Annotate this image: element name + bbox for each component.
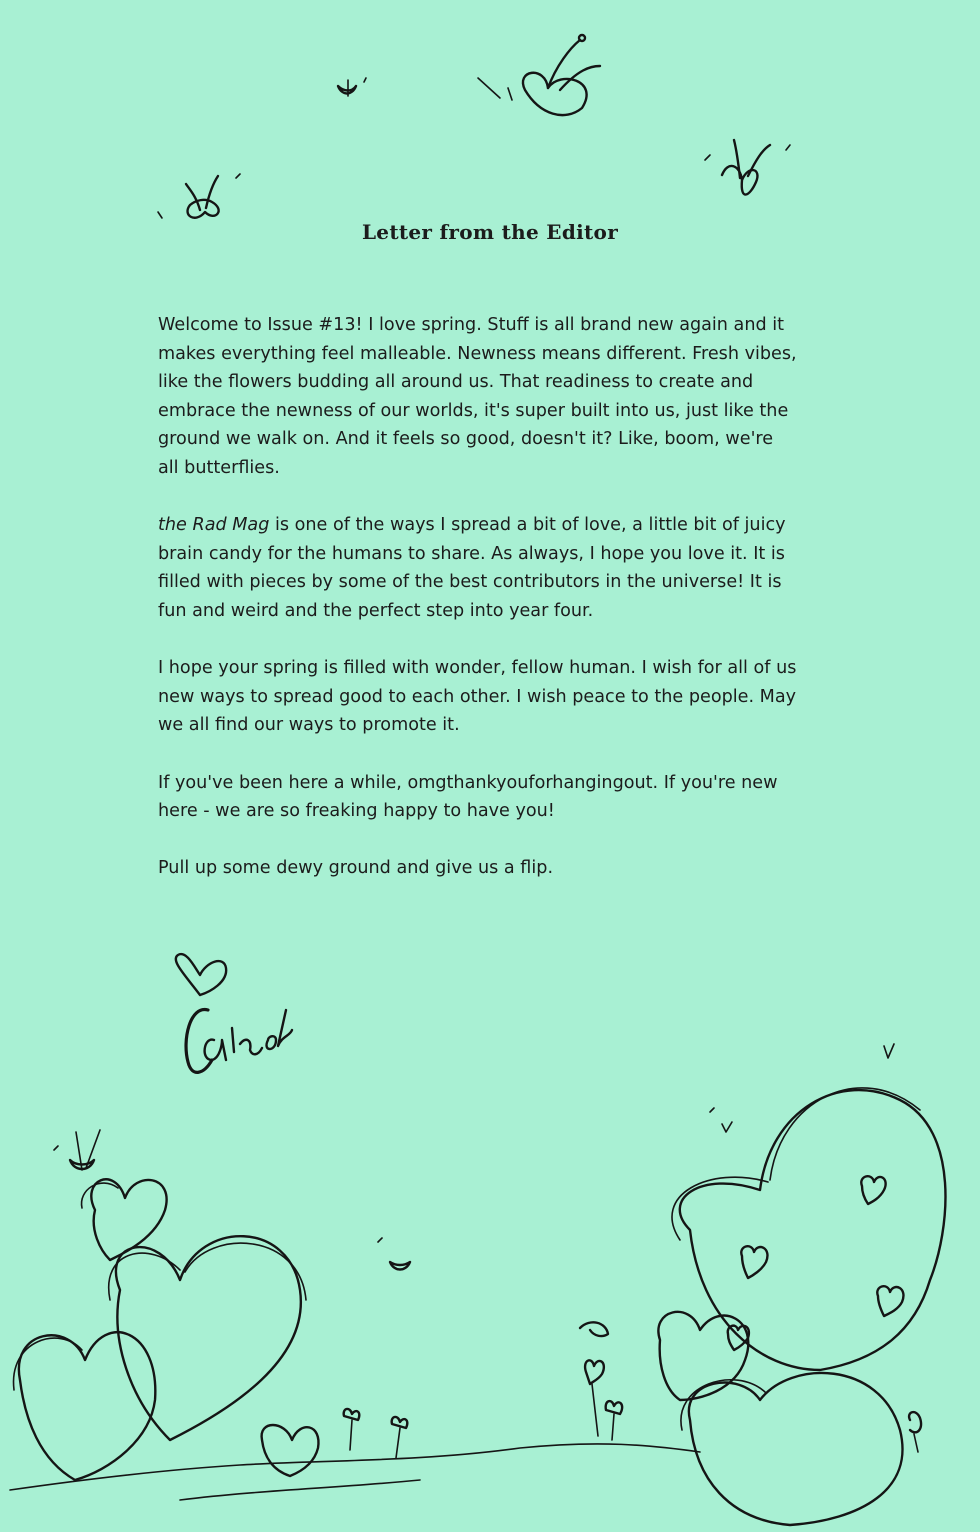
butterfly-doodle-icon — [338, 78, 366, 96]
heart-tree-doodle-icon — [109, 1236, 306, 1440]
heart-tree-doodle-icon — [681, 1373, 903, 1525]
butterfly-doodle-icon — [158, 174, 240, 218]
signature-handwriting — [186, 1010, 292, 1073]
ground-line — [10, 1444, 700, 1500]
flower-sprout-doodle-icon — [344, 1322, 921, 1458]
heart-tree-doodle-icon — [262, 1425, 319, 1476]
paragraph-4: If you've been here a while, omgthankyouforhangingout. If you're new here - we are so freaking happy to have you! — [158, 772, 778, 822]
paragraph-2 — [158, 511, 838, 625]
paragraph-3: I hope your spring is filled with wonder, fellow human. I wish for all of us new ways to spread good to each other. I wish peace to the people. May we all find our ways to promote it. — [158, 658, 797, 736]
heart-tree-doodle-icon — [82, 1179, 167, 1260]
letter-body — [158, 311, 838, 911]
heart-doodle-icon — [741, 1246, 767, 1278]
signature-heart-icon — [176, 954, 226, 995]
butterfly-doodle-icon — [54, 1130, 100, 1170]
heart-tree-doodle-icon — [672, 1088, 945, 1370]
butterfly-doodle-icon — [378, 1238, 410, 1270]
magazine-name: the Rad Mag — [158, 515, 270, 536]
heart-doodle-icon — [877, 1286, 903, 1316]
paragraph-5: Pull up some dewy ground and give us a flip. — [158, 858, 554, 879]
paragraph-1: Welcome to Issue #13! I love spring. Stuff is all brand new again and it makes everything feel malleable. Newness means different. Fresh vibes, like the flowers budding all around us. That readiness to create and embrace the newness of our worlds, it's super built into us, just like the ground we walk on. And it feels so good, doesn't it? Like, boom, we're all butterflies. — [158, 315, 797, 478]
paragraph-2-text: is one of the ways I spread a bit of love, a little bit of juicy brain candy for the humans to share. As always, I hope you love it. It is filled with pieces by some of the best contributors in the universe! It is fun and weird and the perfect step into year four. — [158, 515, 786, 621]
page-title: Letter from the Editor — [361, 220, 619, 244]
butterfly-doodle-icon — [705, 140, 790, 195]
heart-tree-doodle-icon — [14, 1332, 156, 1480]
heart-doodle-icon — [861, 1176, 885, 1204]
butterfly-doodle-icon — [478, 35, 600, 115]
